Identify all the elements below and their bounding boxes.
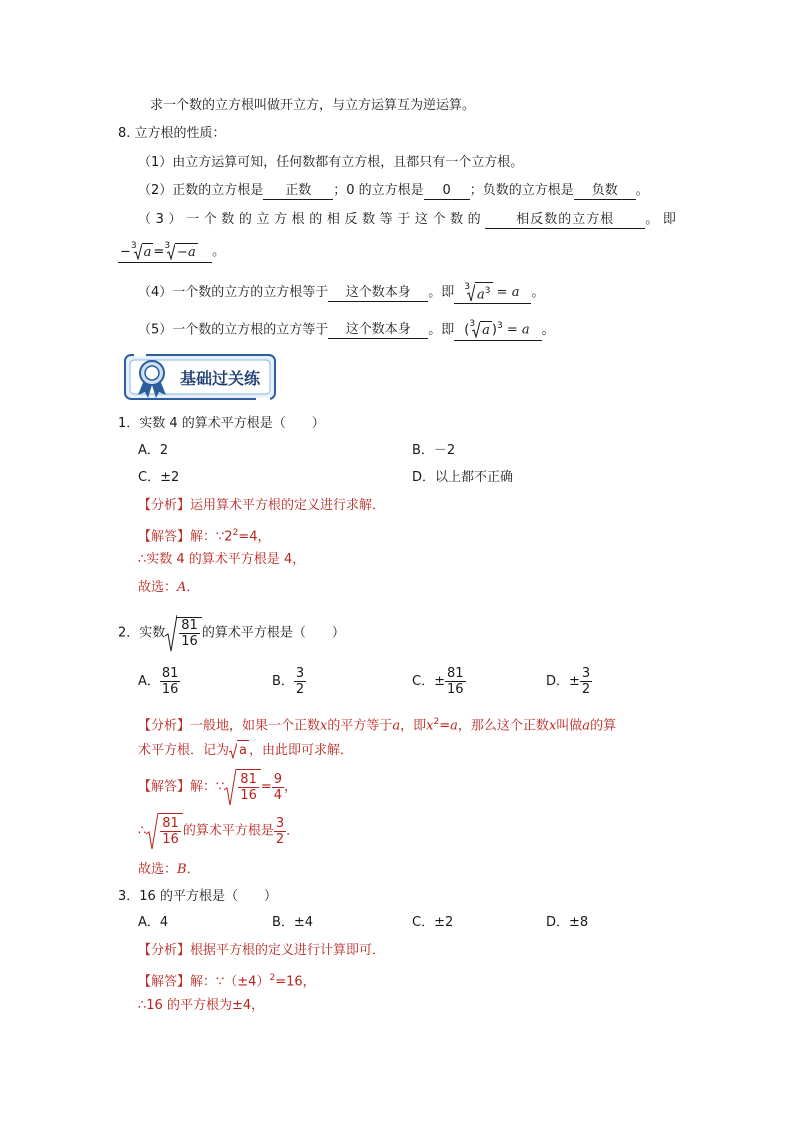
answer-exp: 2 [269, 973, 276, 983]
var-x3: x [548, 718, 557, 734]
equals: = [153, 244, 165, 259]
p4-eq: = a [492, 285, 520, 301]
p5-text-a: （5）一个数的立方根的立方等于 [138, 322, 329, 338]
q1-option-c[interactable]: C．±2 [138, 470, 180, 485]
q2-option-d[interactable] [546, 664, 592, 700]
p5-blank: 这个数本身 [328, 321, 428, 339]
therefore-text: 的算术平方根是 [182, 823, 274, 839]
q3-stem: 3．16 的平方根是（ ） [118, 889, 277, 904]
therefore-end: ． [286, 823, 300, 839]
q2-opt-c-label: C．± [412, 674, 445, 689]
q1-choice [138, 578, 199, 598]
p4-exp: 3 [484, 286, 491, 296]
var-a3: a [582, 718, 591, 734]
therefore-sqrt [146, 812, 183, 850]
banner-title: 基础过关练 [180, 369, 261, 388]
q1-option-d[interactable]: D．以上都不正确 [412, 470, 514, 485]
p2-text-e: 。 [635, 183, 649, 198]
q1-answer [138, 523, 270, 547]
medal-icon [134, 358, 170, 398]
cube-index: 3 [130, 241, 137, 251]
analysis-e: ，那么这个正数 [457, 718, 549, 734]
var-x2: x [426, 718, 434, 734]
sq-exp: 2 [433, 717, 440, 727]
answer-a: 解：∵ [190, 779, 225, 795]
cube-index-2: 3 [164, 241, 171, 251]
ans-rd: 4 [273, 787, 283, 803]
q2-opt-d-n: 3 [581, 666, 591, 681]
answer-tag: 【解答】 [138, 529, 191, 545]
p5-text-c: 。即 [428, 322, 455, 338]
q1-option-a[interactable]: A．2 [138, 443, 169, 458]
th-n: 81 [162, 815, 179, 831]
p3-blank: 相反数的立方根 [485, 211, 645, 229]
choice-label: 故选： [138, 580, 178, 595]
analysis-f: 叫做 [556, 718, 583, 734]
section8-p2 [138, 181, 649, 201]
q2-sqrt [165, 614, 202, 652]
q2-stem-b: 的算术平方根是（ ） [201, 625, 345, 641]
q1-analysis [138, 496, 385, 516]
p4-text-c: 。即 [428, 285, 455, 301]
var-a1: a [392, 718, 401, 734]
p2-text-c: ；0 的立方根是 [333, 183, 424, 198]
q2-opt-c-n: 81 [446, 666, 464, 681]
section8-p3 [138, 210, 680, 230]
therefore-sign: ∴ [138, 823, 147, 839]
answer-sqrt [224, 768, 261, 806]
p4-formula-blank [454, 282, 531, 304]
q2-analysis [138, 712, 616, 736]
q3-option-a[interactable]: A．4 [138, 915, 169, 930]
choice-value: B [177, 862, 187, 877]
p5-index: 3 [469, 319, 476, 330]
q2-choice [138, 860, 200, 880]
ans-d: 16 [240, 787, 257, 803]
choice-end: ． [186, 862, 200, 877]
p2-blank-negative: 负数 [574, 182, 636, 200]
q3-option-c[interactable]: C．±2 [412, 915, 454, 930]
p3-text-a: （3）一个数的立方根的相反数等于这个数的 [138, 212, 486, 227]
p4-index: 3 [464, 282, 471, 293]
q2-opt-d-d: 2 [581, 682, 591, 697]
p4-text-a: （4）一个数的立方的立方根等于 [138, 285, 329, 301]
q2-opt-b-label: B． [272, 674, 294, 689]
p2-blank-positive: 正数 [263, 182, 333, 200]
q2-analysis-2 [138, 740, 353, 761]
sqrt-a [229, 740, 249, 761]
q3-analysis [138, 941, 385, 961]
p5-end: 。 [541, 322, 555, 338]
q1-stem: 1．实数 4 的算术平方根是（ ） [118, 416, 325, 431]
answer-a: 解：∵（±4） [190, 974, 270, 990]
q3-answer [138, 968, 316, 992]
q2-option-b[interactable] [272, 664, 306, 700]
section8-title: 8. 立方根的性质： [118, 126, 226, 141]
q3-therefore: ∴16 的平方根为±4， [138, 998, 265, 1013]
analysis-b: 的平方等于 [327, 718, 393, 734]
answer-tag: 【解答】 [138, 779, 191, 795]
q2-opt-a-label: A． [138, 674, 160, 689]
q2-num: 81 [181, 617, 198, 633]
p5-eq: = a [502, 322, 530, 338]
analysis-d: = [439, 718, 451, 734]
choice-label: 故选： [138, 862, 178, 877]
var-a2: a [450, 718, 458, 734]
answer-b: =16， [275, 974, 316, 990]
q3-option-b[interactable]: B．±4 [272, 915, 314, 930]
section8-p4 [138, 282, 544, 304]
q2-opt-b-d: 2 [295, 682, 305, 697]
p5-formula-blank: ($^3$ a )$^3$ = a [454, 318, 541, 341]
th-d: 16 [162, 831, 179, 847]
p3-text-c: 。即 [645, 212, 681, 227]
q3-option-d[interactable]: D．±8 [546, 915, 589, 930]
p4-base: a [477, 287, 485, 303]
q2-stem-a: 2．实数 [118, 625, 166, 641]
q2-opt-b-n: 3 [295, 666, 305, 681]
q1-option-b[interactable]: B．－2 [412, 443, 456, 458]
analysis2-b: ，由此即可求解． [248, 743, 353, 758]
section8-p3-formula [118, 242, 225, 263]
cube-root-neg-a [167, 243, 198, 261]
q2-den: 16 [181, 633, 198, 649]
sqrt-a-radicand: a [237, 740, 249, 761]
answer-text: 解：∵2 [190, 529, 233, 545]
q2-answer [138, 768, 297, 806]
p4-end: 。 [531, 285, 545, 301]
q1-therefore: ∴实数 4 的算术平方根是 4， [138, 552, 306, 567]
radicand-a: a [143, 244, 152, 260]
p3-formula-blank [118, 243, 212, 264]
choice-value: A [177, 580, 187, 595]
p3-end: 。 [212, 244, 226, 259]
analysis-text: 根据平方根的定义进行计算即可． [190, 943, 386, 958]
p5-base: a [482, 322, 490, 338]
p5-root [472, 321, 492, 339]
radicand-neg-a: −a [177, 244, 196, 260]
q2-option-c[interactable] [412, 664, 466, 700]
analysis-c: ，即 [400, 718, 427, 734]
analysis-tag: 【分析】 [138, 718, 191, 734]
analysis-g: 的算 [590, 718, 617, 734]
answer-tag: 【解答】 [138, 974, 191, 990]
th-rn: 3 [275, 815, 285, 831]
minus-sign: − [120, 244, 131, 259]
p4-root [467, 282, 493, 303]
th-rd: 2 [275, 831, 285, 847]
section8-p1: （1）由立方运算可知，任何数都有立方根，且都只有一个立方根。 [138, 155, 524, 170]
p5-exp: 3 [496, 321, 503, 331]
analysis-a: 一般地，如果一个正数 [190, 718, 321, 734]
var-x1: x [320, 718, 328, 734]
q2-opt-d-label: D．± [546, 674, 580, 689]
answer-rest: =4， [238, 529, 271, 545]
section8-p5 [138, 318, 555, 341]
p2-blank-zero: 0 [424, 182, 470, 200]
analysis-tag: 【分析】 [138, 943, 191, 958]
answer-end: ， [284, 779, 298, 795]
p4-blank: 这个数本身 [328, 284, 428, 302]
analysis-text: 运用算术平方根的定义进行求解． [190, 498, 386, 513]
q2-stem [118, 614, 345, 652]
ans-rn: 9 [273, 771, 283, 787]
intro-text: 求一个数的立方根叫做开立方，与立方运算互为逆运算。 [150, 98, 476, 113]
section-banner [124, 352, 278, 402]
p2-text-a: （2）正数的立方根是 [138, 183, 264, 198]
q2-therefore [138, 812, 299, 850]
ans-n: 81 [240, 771, 257, 787]
p2-text-d: ；负数的立方根是 [469, 183, 574, 198]
q2-opt-a-d: 16 [161, 682, 179, 697]
q2-opt-c-d: 16 [446, 682, 464, 697]
choice-end: ． [186, 580, 200, 595]
analysis2-a: 术平方根．记为 [138, 743, 230, 758]
answer-eq: = [260, 779, 272, 795]
q2-opt-a-n: 81 [161, 666, 179, 681]
analysis-tag: 【分析】 [138, 498, 191, 513]
answer-exp: 2 [232, 528, 239, 538]
q2-option-a[interactable] [138, 664, 180, 700]
